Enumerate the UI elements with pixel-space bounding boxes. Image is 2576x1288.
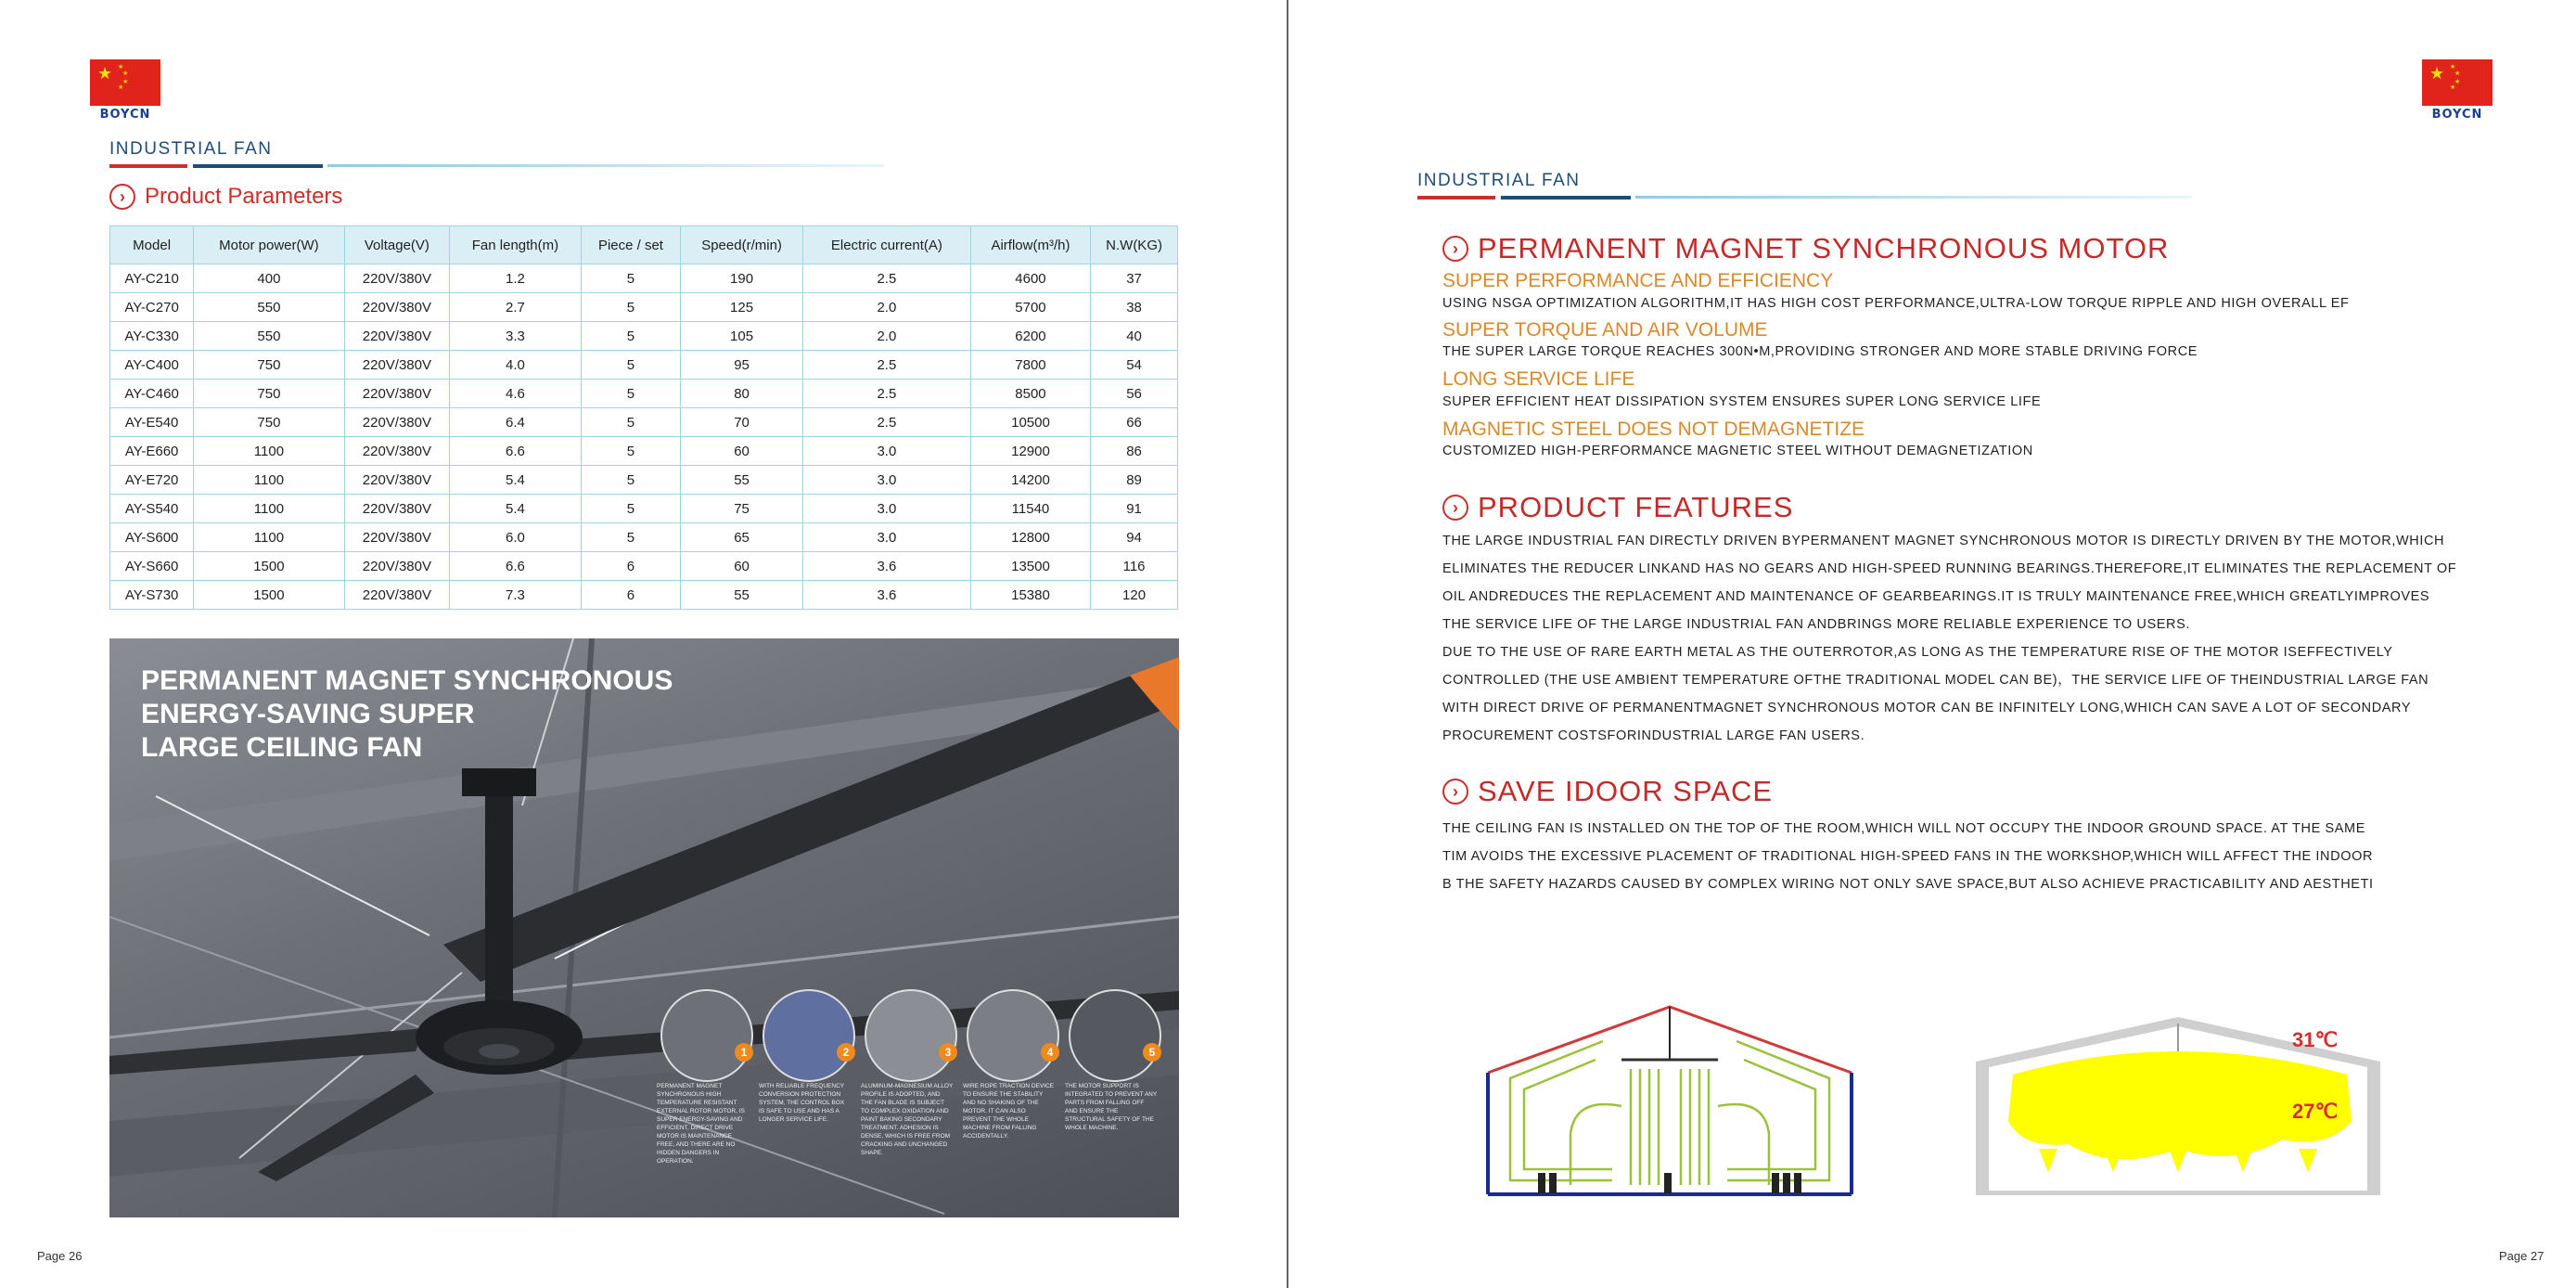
table-header-cell: Speed(r/min) (681, 226, 803, 264)
paragraph-line: TIM AVOIDS THE EXCESSIVE PLACEMENT OF TRADITIONAL HIGH-SPEED FANS IN THE WORKSHOP,WHICH WILL AFFECT THE INDOOR (1442, 849, 2374, 864)
detail-photo (967, 989, 1059, 1082)
table-cell: 4.0 (450, 351, 582, 380)
table-header-cell: Motor power(W) (194, 226, 344, 264)
detail-photo (763, 989, 855, 1082)
table-cell: 6200 (970, 322, 1090, 351)
detail-photo (1069, 989, 1161, 1082)
table-cell: 2.5 (802, 380, 970, 408)
heading-text: Product Parameters (145, 184, 343, 209)
table-cell: 2.5 (802, 408, 970, 437)
table-cell: 95 (681, 351, 803, 380)
table-header-cell: Fan length(m) (450, 226, 582, 264)
table-cell: 5 (581, 466, 680, 495)
table-cell: 12900 (970, 437, 1090, 466)
paragraph-line: B THE SAFETY HAZARDS CAUSED BY COMPLEX WIRING NOT ONLY SAVE SPACE,BUT ALSO ACHIEVE PRACTICABILITY AND AESTHETI (1442, 877, 2374, 892)
gradient-rule (1635, 196, 2192, 199)
table-cell: 6.6 (450, 552, 582, 581)
product-features-heading (1442, 491, 1793, 524)
table-row (110, 293, 1178, 322)
table-cell: 105 (681, 322, 803, 351)
china-flag-icon: ★ ★ ★ ★ ★ (2422, 59, 2493, 106)
save-space-heading-text: SAVE IDOOR SPACE (1478, 775, 1774, 807)
table-cell: 750 (194, 408, 344, 437)
table-cell: 5 (581, 437, 680, 466)
table-row (110, 495, 1178, 523)
table-body (110, 264, 1178, 610)
table-cell: 116 (1091, 552, 1178, 581)
table-cell: 1500 (194, 581, 344, 610)
table-cell: AY-E720 (110, 466, 194, 495)
paragraph-line: THE CEILING FAN IS INSTALLED ON THE TOP OF THE ROOM,WHICH WILL NOT OCCUPY THE INDOOR GROUND SPACE. AT THE SAME (1442, 821, 2365, 836)
table-cell: 3.0 (802, 523, 970, 552)
chevron-right-icon: › (1442, 236, 1468, 262)
brand-name: BOYCN (99, 108, 151, 122)
table-cell: 220V/380V (344, 523, 450, 552)
table-cell: AY-E660 (110, 437, 194, 466)
chevron-right-icon: › (109, 184, 135, 210)
table-cell: 66 (1091, 408, 1178, 437)
table-cell: 4.6 (450, 380, 582, 408)
page-number: Page 26 (37, 1249, 83, 1263)
paragraph-line: PROCUREMENT COSTSFORINDUSTRIAL LARGE FAN USERS. (1442, 728, 1865, 743)
table-cell: 86 (1091, 437, 1178, 466)
table-cell: 5 (581, 408, 680, 437)
table-cell: 75 (681, 495, 803, 523)
motor-heading-text: PERMANENT MAGNET SYNCHRONOUS MOTOR (1478, 232, 2170, 264)
detail-number-badge: 1 (735, 1043, 753, 1062)
table-cell: 5700 (970, 293, 1090, 322)
table-cell: 1100 (194, 466, 344, 495)
paragraph-line: ELIMINATES THE REDUCER LINKAND HAS NO GEARS AND HIGH-SPEED RUNNING BEARINGS.THEREFORE,IT ELIMINATES THE REPLACEMENT OF (1442, 561, 2457, 576)
feature-3-title: LONG SERVICE LIFE (1442, 368, 1635, 390)
table-cell: 220V/380V (344, 495, 450, 523)
table-cell: 3.0 (802, 466, 970, 495)
table-cell: 6.0 (450, 523, 582, 552)
table-cell: 4600 (970, 264, 1090, 293)
table-cell: 400 (194, 264, 344, 293)
table-cell: 60 (681, 552, 803, 581)
paragraph-line: THE SERVICE LIFE OF THE LARGE INDUSTRIAL FAN ANDBRINGS MORE RELIABLE EXPERIENCE TO USERS. (1442, 617, 2190, 632)
table-cell: 125 (681, 293, 803, 322)
feature-4-text: CUSTOMIZED HIGH-PERFORMANCE MAGNETIC STEEL WITHOUT DEMAGNETIZATION (1442, 444, 2033, 458)
table-cell: 5 (581, 264, 680, 293)
temperature-bottom: 27℃ (2292, 1100, 2339, 1123)
feature-2-title: SUPER TORQUE AND AIR VOLUME (1442, 319, 1768, 341)
gradient-rule (327, 164, 884, 167)
table-cell: 54 (1091, 351, 1178, 380)
table-cell: AY-C270 (110, 293, 194, 322)
table-header-cell: Model (110, 226, 194, 264)
table-cell: 3.3 (450, 322, 582, 351)
table-cell: 220V/380V (344, 466, 450, 495)
temperature-top: 31℃ (2292, 1028, 2339, 1051)
table-header-cell: Piece / set (581, 226, 680, 264)
table-cell: 60 (681, 437, 803, 466)
table-cell: 2.0 (802, 322, 970, 351)
chevron-right-icon: › (1442, 779, 1468, 805)
table-row (110, 523, 1178, 552)
table-header-cell: N.W(KG) (1091, 226, 1178, 264)
table-cell: 5.4 (450, 466, 582, 495)
product-parameters-heading (109, 184, 342, 210)
detail-caption: WIRE ROPE TRACTION DEVICE TO ENSURE THE STABILITY AND NO SHAKING OF THE MOTOR. IT CAN ALSO PREVENT THE WHOLE MACHINE FROM FALLING ACCIDENTALLY. (963, 1083, 1055, 1140)
table-cell: 220V/380V (344, 293, 450, 322)
table-cell: 2.0 (802, 293, 970, 322)
section-label-right: INDUSTRIAL FAN (1417, 171, 1581, 190)
table-cell: 70 (681, 408, 803, 437)
blue-rule (193, 164, 323, 168)
feature-3-text: SUPER EFFICIENT HEAT DISSIPATION SYSTEM ENSURES SUPER LONG SERVICE LIFE (1442, 394, 2042, 409)
table-cell: 750 (194, 380, 344, 408)
table-cell: 15380 (970, 581, 1090, 610)
detail-photo (865, 989, 957, 1082)
table-cell: 94 (1091, 523, 1178, 552)
china-flag-icon: ★ ★ ★ ★ ★ (90, 59, 160, 106)
table-cell: 2.7 (450, 293, 582, 322)
hero-title: PERMANENT MAGNET SYNCHRONOUS ENERGY-SAVING SUPER LARGE CEILING FAN (141, 665, 673, 763)
table-cell: 3.0 (802, 437, 970, 466)
table-row (110, 408, 1178, 437)
table-cell: 55 (681, 466, 803, 495)
paragraph-line: OIL ANDREDUCES THE REPLACEMENT AND MAINTENANCE OF GEARBEARINGS.IT IS TRULY MAINTENANCE FREE,WHICH GREATLYIMPROVES (1442, 589, 2430, 604)
table-cell: 55 (681, 581, 803, 610)
table-cell: AY-C460 (110, 380, 194, 408)
table-cell: 550 (194, 322, 344, 351)
brand-logo-right (2422, 59, 2493, 122)
save-space-heading (1442, 775, 1773, 808)
table-cell: 89 (1091, 466, 1178, 495)
table-cell: 1.2 (450, 264, 582, 293)
table-cell: 190 (681, 264, 803, 293)
table-cell: 10500 (970, 408, 1090, 437)
detail-number-badge: 2 (837, 1043, 855, 1062)
feature-4-title: MAGNETIC STEEL DOES NOT DEMAGNETIZE (1442, 419, 1865, 440)
save-space-paragraph (1442, 815, 2374, 898)
table-cell: 5 (581, 351, 680, 380)
table-row (110, 552, 1178, 581)
table-cell: AY-S540 (110, 495, 194, 523)
table-header-cell: Airflow(m³/h) (970, 226, 1090, 264)
table-cell: AY-S600 (110, 523, 194, 552)
table-cell: 12800 (970, 523, 1090, 552)
table-cell: 5 (581, 523, 680, 552)
paragraph-line: THE LARGE INDUSTRIAL FAN DIRECTLY DRIVEN BYPERMANENT MAGNET SYNCHRONOUS MOTOR IS DIRECTLY DRIVEN BY THE MOTOR,WHICH (1442, 534, 2445, 548)
paragraph-line: DUE TO THE USE OF RARE EARTH METAL AS THE OUTERROTOR,AS LONG AS THE TEMPERATURE RISE OF THE MOTOR ISEFFECTIVELY (1442, 645, 2393, 660)
airflow-diagram (1482, 1004, 1857, 1199)
chevron-right-icon: › (1442, 495, 1468, 521)
red-rule (109, 164, 187, 168)
table-cell: 2.5 (802, 264, 970, 293)
table-row (110, 351, 1178, 380)
table-row (110, 466, 1178, 495)
table-cell: 38 (1091, 293, 1178, 322)
table-cell: 5 (581, 322, 680, 351)
table-cell: 220V/380V (344, 380, 450, 408)
table-row (110, 437, 1178, 466)
red-rule (1417, 196, 1495, 200)
table-cell: 5 (581, 380, 680, 408)
table-header-cell: Voltage(V) (344, 226, 450, 264)
detail-number-badge: 5 (1143, 1043, 1161, 1062)
table-cell: 11540 (970, 495, 1090, 523)
table-cell: 6.4 (450, 408, 582, 437)
parameters-table (109, 225, 1178, 610)
table-row (110, 322, 1178, 351)
table-cell: 1100 (194, 523, 344, 552)
table-cell: 5 (581, 293, 680, 322)
table-header-cell: Electric current(A) (802, 226, 970, 264)
table-cell: 550 (194, 293, 344, 322)
table-cell: 91 (1091, 495, 1178, 523)
table-cell: 220V/380V (344, 322, 450, 351)
table-cell: 6 (581, 552, 680, 581)
brand-logo (90, 59, 160, 122)
detail-photo (660, 989, 753, 1082)
table-cell: 56 (1091, 380, 1178, 408)
table-cell: 120 (1091, 581, 1178, 610)
table-cell: 220V/380V (344, 552, 450, 581)
table-cell: 220V/380V (344, 264, 450, 293)
paragraph-line: CONTROLLED (THE USE AMBIENT TEMPERATURE OFTHE TRADITIONAL MODEL CAN BE)，THE SERVICE LIFE OF THEINDUSTRIAL LARGE FAN (1442, 673, 2429, 688)
table-cell: 6 (581, 581, 680, 610)
table-cell: 65 (681, 523, 803, 552)
table-cell: 37 (1091, 264, 1178, 293)
blue-rule (1501, 196, 1631, 200)
brand-name: BOYCN (2431, 108, 2483, 122)
table-cell: 3.6 (802, 581, 970, 610)
product-features-paragraph (1442, 527, 2456, 750)
table-cell: 14200 (970, 466, 1090, 495)
table-cell: 2.5 (802, 351, 970, 380)
table-cell: AY-S660 (110, 552, 194, 581)
detail-caption: ALUMINUM-MAGNESIUM ALLOY PROFILE IS ADOPTED, AND THE FAN BLADE IS SUBJECT TO COMPLEX OXIDATION AND PAINT BAKING SECONDARY TREATMENT. ADHESION IS DENSE, WHICH IS FREE FROM CRACKING AND UNCHANGED SHAPE. (861, 1083, 954, 1156)
product-features-heading-text: PRODUCT FEATURES (1478, 491, 1794, 523)
feature-2-text: THE SUPER LARGE TORQUE REACHES 300N•M,PROVIDING STRONGER AND MORE STABLE DRIVING FORCE (1442, 344, 2198, 359)
detail-number-badge: 4 (1041, 1043, 1059, 1062)
table-cell: 80 (681, 380, 803, 408)
detail-caption: PERMANENT MAGNET SYNCHRONOUS HIGH TEMPERATURE RESISTANT EXTERNAL ROTOR MOTOR, IS SUPER ENERGY-SAVING AND EFFICIENT, DIRECT DRIVE MOTOR IS MAINTENANCE FREE, AND THERE ARE NO HIDDEN DANGERS IN OPERATION. (657, 1083, 745, 1165)
feature-1-text: USING NSGA OPTIMIZATION ALGORITHM,IT HAS HIGH COST PERFORMANCE,ULTRA-LOW TORQUE RIPPLE AND HIGH OVERALL EF (1442, 296, 2350, 311)
detail-number-badge: 3 (939, 1043, 957, 1062)
table-cell: 220V/380V (344, 351, 450, 380)
table-row (110, 380, 1178, 408)
table-cell: AY-C400 (110, 351, 194, 380)
page-number-right: Page 27 (2499, 1249, 2544, 1263)
table-cell: 5.4 (450, 495, 582, 523)
table-row (110, 581, 1178, 610)
table-cell: AY-C210 (110, 264, 194, 293)
feature-1-title: SUPER PERFORMANCE AND EFFICIENCY (1442, 270, 1834, 291)
table-cell: 220V/380V (344, 581, 450, 610)
table-cell: 5 (581, 495, 680, 523)
table-cell: 1100 (194, 437, 344, 466)
table-cell: 40 (1091, 322, 1178, 351)
table-cell: 13500 (970, 552, 1090, 581)
table-cell: 8500 (970, 380, 1090, 408)
table-cell: 7800 (970, 351, 1090, 380)
table-cell: 3.0 (802, 495, 970, 523)
fan-hero-image (109, 638, 1179, 1217)
table-cell: 220V/380V (344, 408, 450, 437)
detail-caption: WITH RELIABLE FREQUENCY CONVERSION PROTECTION SYSTEM, THE CONTROL BOX IS SAFE TO USE AND HAS A LONGER SERVICE LIFE. (759, 1083, 845, 1123)
table-cell: 1100 (194, 495, 344, 523)
detail-caption: THE MOTOR SUPPORT IS INTEGRATED TO PREVENT ANY PARTS FROM FALLING OFF AND ENSURE THE STRUCTURAL SAFETY OF THE WHOLE MACHINE. (1065, 1083, 1158, 1131)
table-cell: AY-S730 (110, 581, 194, 610)
motor-heading (1442, 232, 2169, 265)
table-cell: 3.6 (802, 552, 970, 581)
table-cell: AY-E540 (110, 408, 194, 437)
section-label: INDUSTRIAL FAN (109, 139, 273, 159)
table-header-row (110, 226, 1178, 264)
paragraph-line: WITH DIRECT DRIVE OF PERMANENTMAGNET SYNCHRONOUS MOTOR CAN BE INFINITELY LONG,WHICH CAN SAVE A LOT OF SECONDARY (1442, 701, 2412, 715)
table-cell: 750 (194, 351, 344, 380)
table-cell: 1500 (194, 552, 344, 581)
table-cell: 6.6 (450, 437, 582, 466)
table-row (110, 264, 1178, 293)
table-cell: AY-C330 (110, 322, 194, 351)
table-cell: 7.3 (450, 581, 582, 610)
table-cell: 220V/380V (344, 437, 450, 466)
